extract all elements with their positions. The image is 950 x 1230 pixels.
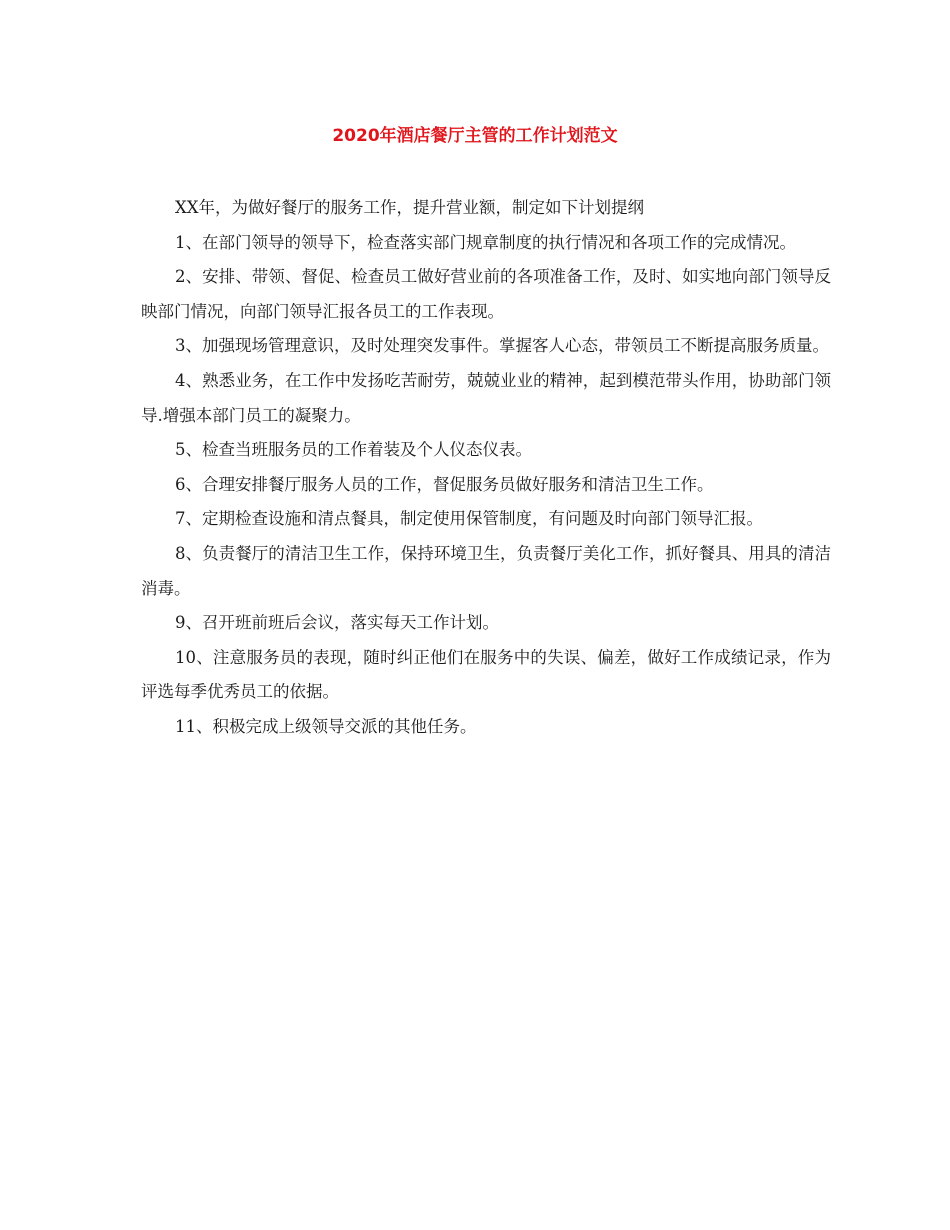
plan-item-9: 9、召开班前班后会议，落实每天工作计划。 xyxy=(175,613,499,633)
plan-item-7: 7、定期检查设施和清点餐具，制定使用保管制度，有问题及时向部门领导汇报。 xyxy=(175,509,763,529)
plan-item-1: 1、在部门领导的领导下，检查落实部门规章制度的执行情况和各项工作的完成情况。 xyxy=(175,232,796,252)
plan-item-6: 6、合理安排餐厅服务人员的工作，督促服务员做好服务和清洁卫生工作。 xyxy=(175,474,714,494)
plan-item-8: 8、负责餐厅的清洁卫生工作，保持环境卫生，负责餐厅美化工作，抓好餐具、用具的清洁消毒。 xyxy=(141,543,831,598)
plan-item-5: 5、检查当班服务员的工作着装及个人仪态仪表。 xyxy=(175,440,532,460)
intro-paragraph: XX年，为做好餐厅的服务工作，提升营业额，制定如下计划提纲 xyxy=(175,198,644,217)
document-body xyxy=(141,191,831,745)
document-title: 2020年酒店餐厅主管的工作计划范文 xyxy=(332,126,618,146)
plan-item-11: 11、积极完成上级领导交派的其他任务。 xyxy=(175,716,477,736)
plan-item-4: 4、熟悉业务，在工作中发扬吃苦耐劳，兢兢业业的精神，起到模范带头作用，协助部门领导.增强本部门员工的凝聚力。 xyxy=(141,370,831,425)
plan-item-3: 3、加强现场管理意识，及时处理突发事件。掌握客人心态，带领员工不断提高服务质量。 xyxy=(175,336,829,356)
plan-item-10: 10、注意服务员的表现，随时纠正他们在服务中的失误、偏差，做好工作成绩记录，作为评选每季优秀员工的依据。 xyxy=(141,647,831,702)
plan-item-2: 2、安排、带领、督促、检查员工做好营业前的各项准备工作，及时、如实地向部门领导反映部门情况，向部门领导汇报各员工的工作表现。 xyxy=(141,267,831,321)
